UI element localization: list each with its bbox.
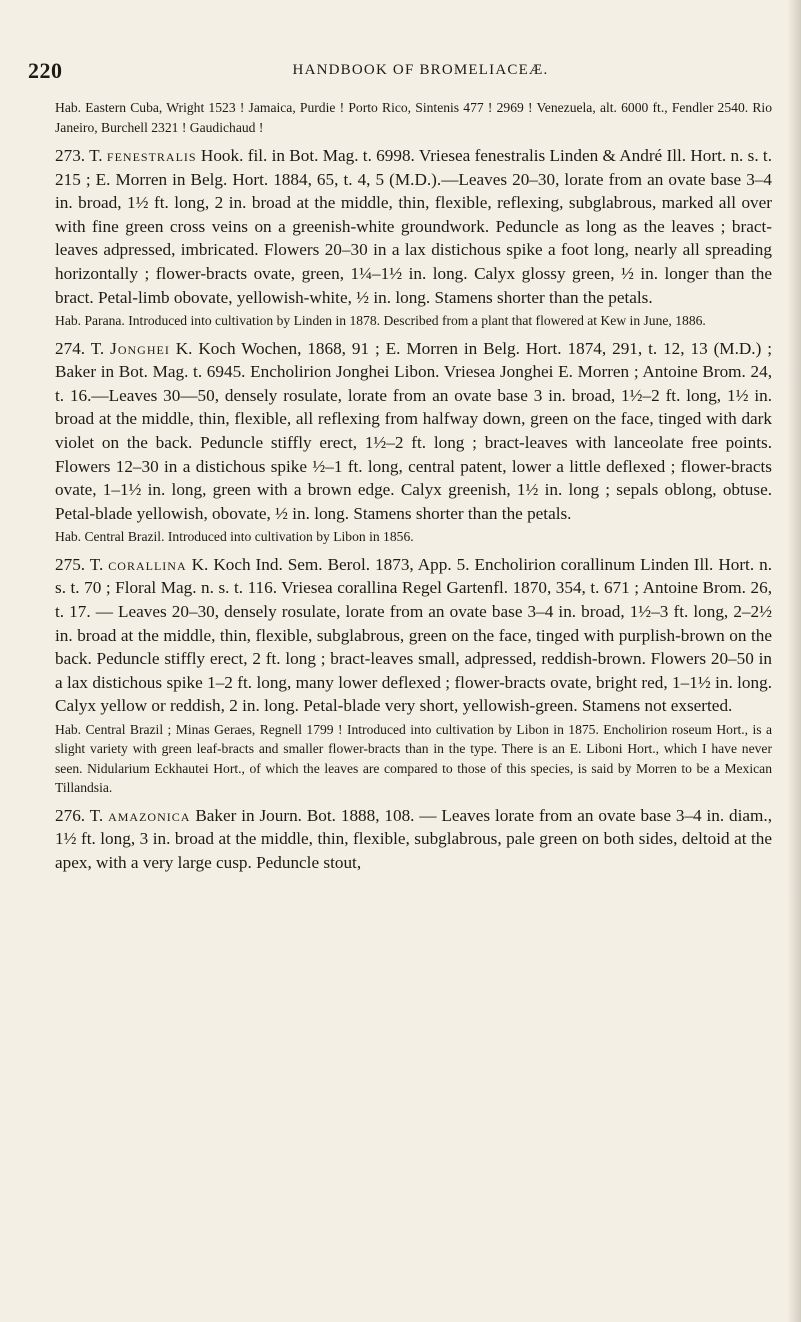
page-number: 220 [28,58,63,83]
intro-habitat-text: Eastern Cuba, Wright 1523 ! Jamaica, Purdie ! Porto Rico, Sintenis 477 ! 2969 ! Venezuela, alt. 6000 ft., Fendler 2540. Rio Janeiro, Burchell 2321 ! Gaudichaud ! [55,100,772,135]
entry-number: 275. [55,554,86,574]
entry-epithet: amazonica [108,805,191,825]
entry-text: Hook. fil. in Bot. Mag. t. 6998. Vriesea fenestralis Linden & André Ill. Hort. n. s. t. 215 ; E. Morren in Belg. Hort. 1884, 65, t. 4, 5 (M.D.).—Leaves 20–30, lorate from an ovate base 3–4 in. broad, 1½ ft. long, 2 in. broad at the middle, thin, flexible, reflexing, subglabrous, marked all over with fine green cross veins on a greenish-white groundwork. Peduncle as long as the leaves ; bract-leaves adpressed, imbricated. Flowers 20–30 in a lax distichous spike a foot long, nearly all spreading horizontally ; flower-bracts ovate, green, 1¼–1½ in. long. Calyx glossy green, ½ in. longer than the bract. Petal-limb obovate, yellowish-white, ½ in. long. Stamens shorter than the petals. [55,146,773,307]
entry-number: 274. [55,338,86,358]
species-entry-273 [55,144,772,331]
entry-epithet: fenestralis [106,146,197,165]
species-entry-274 [55,337,772,547]
entry-note: Hab. Central Brazil ; Minas Geraes, Regnell 1799 ! Introduced into cultivation by Libon in 1875. Encholirion roseum Hort., is a slight variety with green leaf-bracts and smaller flower-bracts than in the type. There is an E. Liboni Hort., which I have never seen. Nidularium Eckhautei Hort., of which the leaves are compared to those of this species, is said by Morren to be a Mexican Tillandsia. [55,721,772,796]
page-edge-shadow [787,0,801,1322]
running-head: HANDBOOK OF BROMELIACEÆ. [292,62,549,78]
entry-genus: T. [89,554,104,574]
entry-note: Hab. Parana. Introduced into cultivation by Linden in 1878. Described from a plant that flowered at Kew in June, 1886. [55,313,706,329]
species-entry-276 [55,804,772,875]
species-paragraph [55,337,772,526]
species-paragraph [55,804,772,875]
entry-genus: T. [89,805,104,825]
species-paragraph [55,553,772,718]
entry-number: 273. [55,146,86,165]
page-body [55,98,772,874]
entry-genus: T. [90,338,105,358]
intro-habitat [55,98,772,138]
entry-text: Baker in Journ. Bot. 1888, 108. — Leaves lorate from an ovate base 3–4 in. diam., 1½ ft. long, 3 in. broad at the middle, thin, flexible, subglabrous, pale green on both sides, deltoid at the apex, with a very large cusp. Peduncle stout, [55,805,773,872]
intro-habitat-label: Hab. [55,100,82,115]
page-header [28,58,773,82]
entry-text: K. Koch Ind. Sem. Berol. 1873, App. 5. Encholirion corallinum Linden Ill. Hort. n. s. t. 70 ; Floral Mag. n. s. t. 116. Vriesea corallina Regel Gartenfl. 1870, 354, t. 671 ; Antoine Brom. 26, t. 17. — Leaves 20–30, densely rosulate, lorate from an ovate base 3–4 in. broad, 1½–3 ft. long, 2–2½ in. broad at the middle, thin, flexible, subglabrous, green on the face, tinged with purplish-brown on the back. Peduncle stiffly erect, 2 ft. long ; bract-leaves small, adpressed, reddish-brown. Flowers 20–50 in a lax distichous spike 1–2 ft. long, many lower deflexed ; flower-bracts ovate, bright red, 1–1½ in. long. Calyx yellow or reddish, 2 in. long. Petal-blade very short, yellowish-green. Stamens not exserted. [55,554,773,716]
entry-text: K. Koch Wochen, 1868, 91 ; E. Morren in Belg. Hort. 1874, 291, t. 12, 13 (M.D.) ; Baker in Bot. Mag. t. 6945. Encholirion Jonghei Libon. Vriesea Jonghei E. Morren ; Antoine Brom. 24, t. 16.—Leaves 30—50, densely rosulate, lorate from an ovate base 3 in. broad, 1½–2 ft. long, 1½ in. broad at the middle, thin, flexible, all reflexing from halfway down, green on the face, tinged with dark violet on the back. Peduncle stiffly erect, 1½–2 ft. long ; bract-leaves with lanceolate free points. Flowers 12–30 in a distichous spike ½–1 ft. long, central patent, lower a little deflexed ; flower-bracts ovate, 1–1½ in. long, green with a brown edge. Calyx greenish, 1½ in. long ; sepals oblong, obtuse. Petal-blade yellowish, obovate, ½ in. long. Stamens shorter than the petals. [55,338,773,523]
entry-number: 276. [55,805,86,825]
species-paragraph [55,144,772,309]
species-entry-275 [55,553,772,798]
entry-genus: T. [89,146,103,165]
entry-epithet: Jonghei [110,338,170,358]
entry-epithet: corallina [108,554,187,574]
entry-note: Hab. Central Brazil. Introduced into cultivation by Libon in 1856. [55,529,414,545]
